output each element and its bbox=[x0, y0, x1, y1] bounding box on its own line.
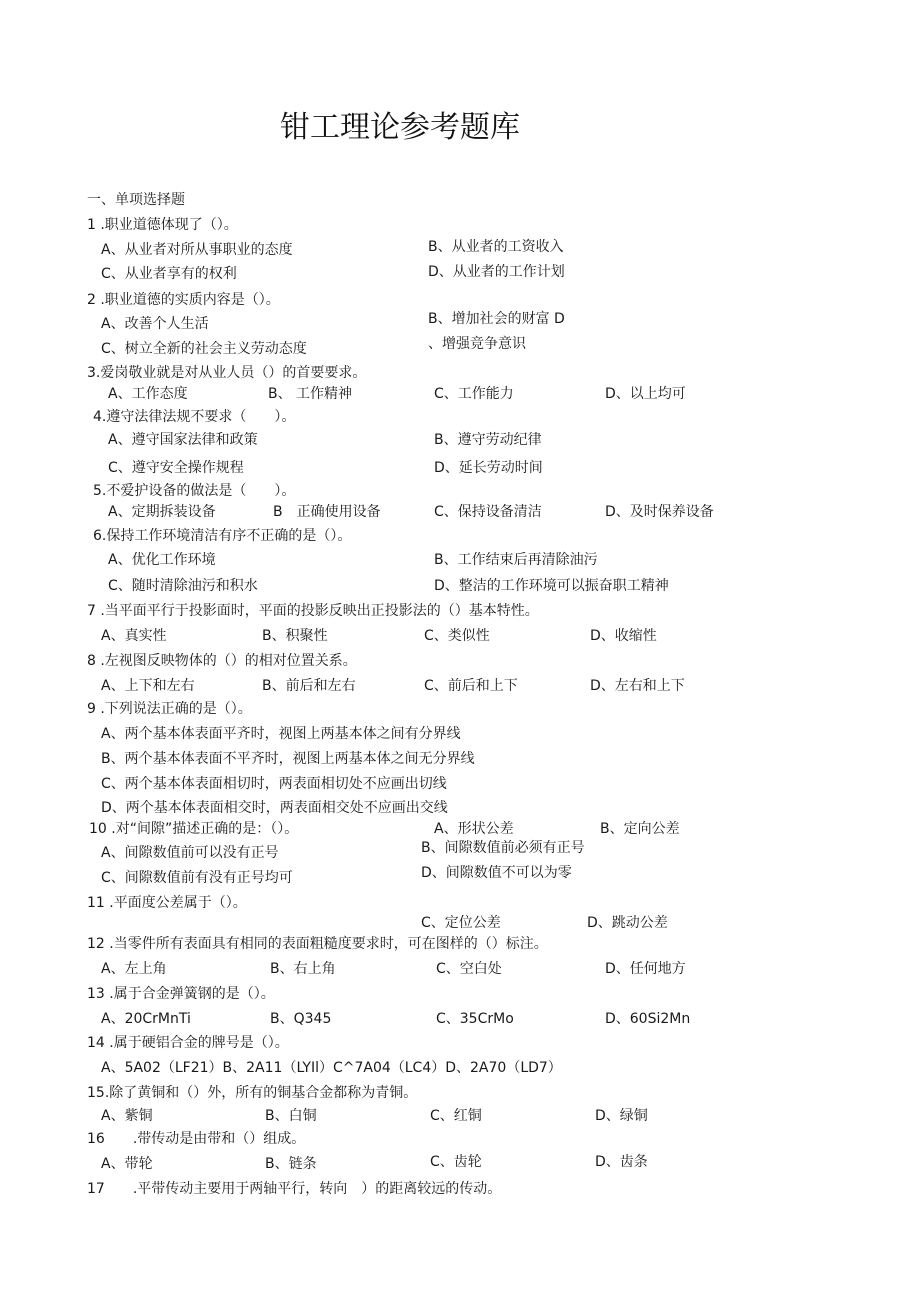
question-3-option-c: C、工作能力 bbox=[434, 386, 514, 402]
question-3-option-d: D、以上均可 bbox=[605, 386, 686, 402]
question-17-stem: 17 .平带传动主要用于两轴平行，转向 ）的距离较远的传动。 bbox=[87, 1181, 502, 1197]
question-15-option-a: A、紫铜 bbox=[101, 1108, 153, 1124]
question-5-option-a: A、定期拆装设备 bbox=[108, 504, 216, 520]
question-6-option-c: C、随时清除油污和积水 bbox=[108, 578, 258, 594]
question-6-option-b: B、工作结束后再清除油污 bbox=[434, 552, 598, 568]
question-11-stem: 11 .平面度公差属于（）。 bbox=[87, 895, 247, 911]
question-14-options-line: A、5A02（LF21）B、2A11（LYIl）C^7A04（LC4）D、2A70（LD7） bbox=[101, 1060, 562, 1076]
question-13-option-c: C、35CrMo bbox=[436, 1011, 514, 1027]
question-7-stem: 7 .当平面平行于投影面时，平面的投影反映出正投影法的（）基本特性。 bbox=[87, 603, 539, 619]
question-9-option-d: D、两个基本体表面相交时，两表面相交处不应画出交线 bbox=[101, 800, 448, 816]
question-4-option-a: A、遵守国家法律和政策 bbox=[108, 432, 258, 448]
question-10-option-a: A、间隙数值前可以没有正号 bbox=[101, 845, 279, 861]
question-9-stem: 9 .下列说法正确的是（）。 bbox=[87, 701, 252, 717]
question-12-option-a: A、左上角 bbox=[101, 961, 167, 977]
question-10-option-c: C、间隙数值前有没有正号均可 bbox=[101, 870, 293, 886]
question-2-option-d: 、增强竞争意识 bbox=[428, 336, 526, 352]
question-8-option-d: D、左右和上下 bbox=[590, 678, 685, 694]
question-9-option-b: B、两个基本体表面不平齐时，视图上两基本体之间无分界线 bbox=[101, 751, 475, 767]
question-8-option-c: C、前后和上下 bbox=[424, 678, 518, 694]
question-3-option-b: B、 工作精神 bbox=[268, 386, 353, 402]
question-12-option-c: C、空白处 bbox=[436, 961, 502, 977]
question-9-option-c: C、两个基本体表面相切时，两表面相切处不应画出切线 bbox=[101, 776, 447, 792]
question-10-option-d: D、间隙数值不可以为零 bbox=[421, 865, 572, 881]
question-8-option-b: B、前后和左右 bbox=[262, 678, 356, 694]
question-13-option-b: B、Q345 bbox=[270, 1011, 332, 1027]
question-16-stem: 16 .带传动是由带和（）组成。 bbox=[87, 1131, 306, 1147]
question-5-stem: 5.不爱护设备的做法是（ ）。 bbox=[93, 483, 296, 499]
question-2-stem: 2 .职业道德的实质内容是（）。 bbox=[87, 292, 280, 308]
question-1-option-d: D、从业者的工作计划 bbox=[428, 264, 565, 280]
question-2-option-c: C、树立全新的社会主义劳动态度 bbox=[101, 341, 307, 357]
question-11-option-c: C、定位公差 bbox=[421, 915, 501, 931]
question-13-stem: 13 .属于合金弹簧钢的是（）。 bbox=[87, 986, 275, 1002]
page-title: 钳工理论参考题库 bbox=[280, 110, 520, 145]
question-13-option-d: D、60Si2Mn bbox=[605, 1011, 691, 1027]
question-9-option-a: A、两个基本体表面平齐时，视图上两基本体之间有分界线 bbox=[101, 726, 461, 742]
question-10-stem: 10 .对“间隙”描述正确的是：（）。 bbox=[89, 821, 299, 837]
question-10-option-a-inline: A、形状公差 bbox=[434, 821, 514, 837]
question-7-option-a: A、真实性 bbox=[101, 628, 167, 644]
question-1-option-a: A、从业者对所从事职业的态度 bbox=[101, 242, 293, 258]
question-12-option-d: D、任何地方 bbox=[605, 961, 686, 977]
question-2-option-a: A、改善个人生活 bbox=[101, 316, 209, 332]
question-10-option-b: B、间隙数值前必须有正号 bbox=[421, 840, 585, 856]
question-11-option-d: D、跳动公差 bbox=[587, 915, 668, 931]
question-3-stem: 3.爱岗敬业就是对从业人员（）的首要要求。 bbox=[87, 365, 367, 381]
question-7-option-c: C、类似性 bbox=[424, 628, 490, 644]
question-16-option-c: C、齿轮 bbox=[430, 1154, 482, 1170]
question-12-stem: 12 .当零件所有表面具有相同的表面粗糙度要求时，可在图样的（）标注。 bbox=[87, 936, 548, 952]
question-15-option-b: B、白铜 bbox=[265, 1108, 317, 1124]
question-8-stem: 8 .左视图反映物体的（）的相对位置关系。 bbox=[87, 653, 357, 669]
question-15-option-c: C、红铜 bbox=[430, 1108, 482, 1124]
question-16-option-a: A、带轮 bbox=[101, 1156, 153, 1172]
question-15-option-d: D、绿铜 bbox=[595, 1108, 648, 1124]
question-3-option-a: A、工作态度 bbox=[108, 386, 188, 402]
question-4-option-d: D、延长劳动时间 bbox=[434, 460, 543, 476]
question-6-option-d: D、整洁的工作环境可以振奋职工精神 bbox=[434, 578, 669, 594]
question-6-option-a: A、优化工作环境 bbox=[108, 552, 216, 568]
question-4-stem: 4.遵守法律法规不要求（ ）。 bbox=[93, 409, 296, 425]
question-15-stem: 15.除了黄铜和（）外，所有的铜基合金都称为青铜。 bbox=[87, 1085, 418, 1101]
question-1-option-c: C、从业者享有的权利 bbox=[101, 266, 237, 282]
question-5-option-d: D、及时保养设备 bbox=[605, 504, 714, 520]
question-8-option-a: A、上下和左右 bbox=[101, 678, 195, 694]
question-16-option-b: B、链条 bbox=[265, 1156, 317, 1172]
question-4-option-c: C、遵守安全操作规程 bbox=[108, 460, 244, 476]
question-5-option-c: C、保持设备清洁 bbox=[434, 504, 542, 520]
question-6-stem: 6.保持工作环境清洁有序不正确的是（）。 bbox=[93, 528, 352, 544]
question-7-option-d: D、收缩性 bbox=[590, 628, 657, 644]
question-1-stem: 1 .职业道德体现了（）。 bbox=[87, 217, 238, 233]
question-16-option-d: D、齿条 bbox=[595, 1154, 648, 1170]
question-2-option-b: B、增加社会的财富 D bbox=[428, 311, 565, 327]
question-13-option-a: A、20CrMnTi bbox=[101, 1011, 191, 1027]
question-12-option-b: B、右上角 bbox=[270, 961, 336, 977]
question-5-option-b: B 正确使用设备 bbox=[273, 504, 381, 520]
question-7-option-b: B、积聚性 bbox=[262, 628, 328, 644]
question-14-stem: 14 .属于硬铝合金的牌号是（）。 bbox=[87, 1035, 289, 1051]
question-10-option-b-inline: B、定向公差 bbox=[600, 821, 680, 837]
section-heading: 一、单项选择题 bbox=[87, 192, 185, 208]
question-4-option-b: B、遵守劳动纪律 bbox=[434, 432, 542, 448]
question-1-option-b: B、从业者的工资收入 bbox=[428, 239, 564, 255]
